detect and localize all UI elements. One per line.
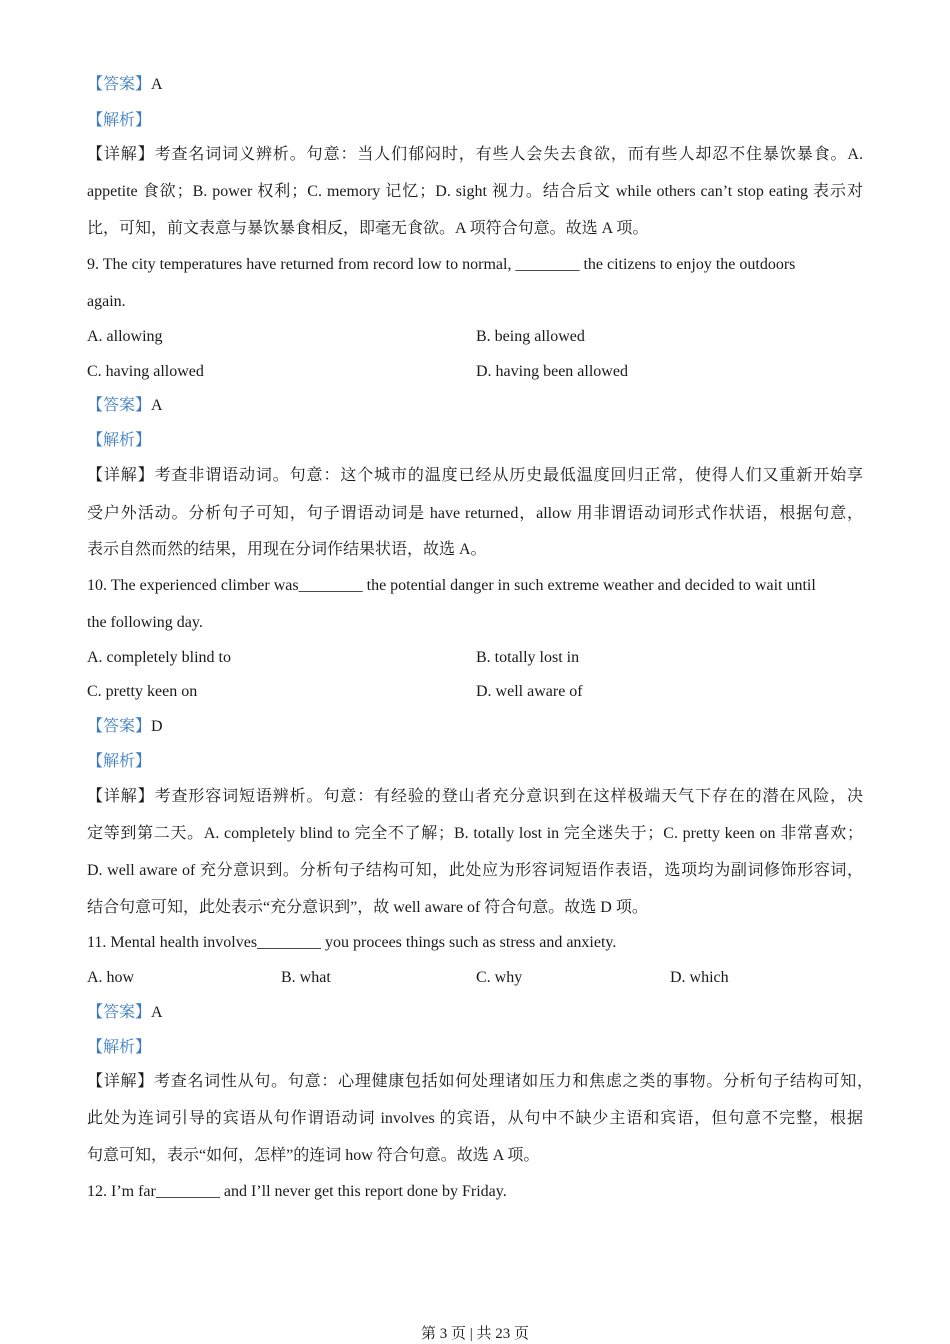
option-b: B. what [281,969,331,986]
option-a: A. how [87,969,135,986]
answer-line [87,396,163,416]
option-c: C. pretty keen on [87,683,198,700]
detail-label: 【详解】 [87,146,155,163]
detail-text: 考查非谓语动词。句意：这个城市的温度已经从历史最低温度回归正常，使得人们又重新开始享 [154,467,863,484]
detail-line: 定等到第二天。A. completely blind to 完全不了解；B. totally lost in 完全迷失于；C. pretty keen on 非常喜欢； [87,825,863,842]
option-c: C. why [476,969,523,986]
answer-value: A [151,76,163,93]
question-stem: 10. The experienced climber was________ the potential danger in such extreme weather and decided to wait until [87,577,816,594]
page-footer: 第 3 页 | 共 23 页 [420,1326,529,1342]
answer-line [87,75,163,95]
analysis-label: 【解析】 [87,112,152,129]
question-stem: the following day. [87,614,203,631]
detail-line: D. well aware of 充分意识到。分析句子结构可知，此处应为形容词短语作表语，选项均为副词修饰形容词， [87,862,863,879]
option-d: D. having been allowed [476,363,628,380]
option-d: D. which [670,969,729,986]
option-b: B. totally lost in [476,649,580,666]
detail-label: 【详解】 [87,467,155,484]
detail-line: appetite 食欲；B. power 权利；C. memory 记忆；D. sight 视力。结合后文 while others can’t stop eating 表示对 [87,183,863,200]
detail-line [87,787,863,807]
option-d: D. well aware of [476,683,583,700]
answer-label: 【答案】 [87,718,152,735]
detail-line: 表示自然而然的结果，用现在分词作结果状语，故选 A。 [87,541,487,558]
detail-line: 结合句意可知，此处表示“充分意识到”，故 well aware of 符合句意。故选 D 项。 [87,899,648,916]
answer-label: 【答案】 [87,76,152,93]
question-stem: 9. The city temperatures have returned from record low to normal, ________ the citizens to enjoy the outdoors [87,256,796,273]
analysis-label: 【解析】 [87,753,152,770]
answer-value: A [151,397,163,414]
detail-label: 【详解】 [87,788,155,805]
detail-line [87,1072,873,1092]
answer-line [87,1003,163,1023]
analysis-label: 【解析】 [87,1039,152,1056]
answer-line [87,717,163,737]
detail-line: 受户外活动。分析句子可知，句子谓语动词是 have returned，allow 用非谓语动词形式作状语，根据句意， [87,505,863,522]
detail-line [87,145,863,165]
detail-line: 此处为连词引导的宾语从句作谓语动词 involves 的宾语，从句中不缺少主语和宾语，但句意不完整，根据 [87,1110,863,1127]
answer-label: 【答案】 [87,1004,152,1021]
answer-value: A [151,1004,163,1021]
option-c: C. having allowed [87,363,204,380]
answer-value: D [151,718,163,735]
answer-label: 【答案】 [87,397,152,414]
detail-label: 【详解】 [87,1073,154,1090]
option-b: B. being allowed [476,328,585,345]
detail-text: 考查名词性从句。句意：心理健康包括如何处理诸如压力和焦虑之类的事物。分析句子结构可知， [153,1073,873,1090]
detail-text: 考查形容词短语辨析。句意：有经验的登山者充分意识到在这样极端天气下存在的潜在风险，决 [154,788,863,805]
detail-line [87,466,863,486]
analysis-label: 【解析】 [87,432,152,449]
detail-line: 比，可知，前文表意与暴饮暴食相反，即毫无食欲。A 项符合句意。故选 A 项。 [87,220,649,237]
question-stem: again. [87,293,126,310]
detail-line: 句意可知，表示“如何，怎样”的连词 how 符合句意。故选 A 项。 [87,1147,540,1164]
question-stem: 12. I’m far________ and I’ll never get this report done by Friday. [87,1183,507,1200]
detail-text: 考查名词词义辨析。句意：当人们郁闷时，有些人会失去食欲，而有些人却忍不住暴饮暴食。A. [154,146,863,163]
option-a: A. allowing [87,328,163,345]
question-stem: 11. Mental health involves________ you procees things such as stress and anxiety. [87,934,617,951]
option-a: A. completely blind to [87,649,231,666]
